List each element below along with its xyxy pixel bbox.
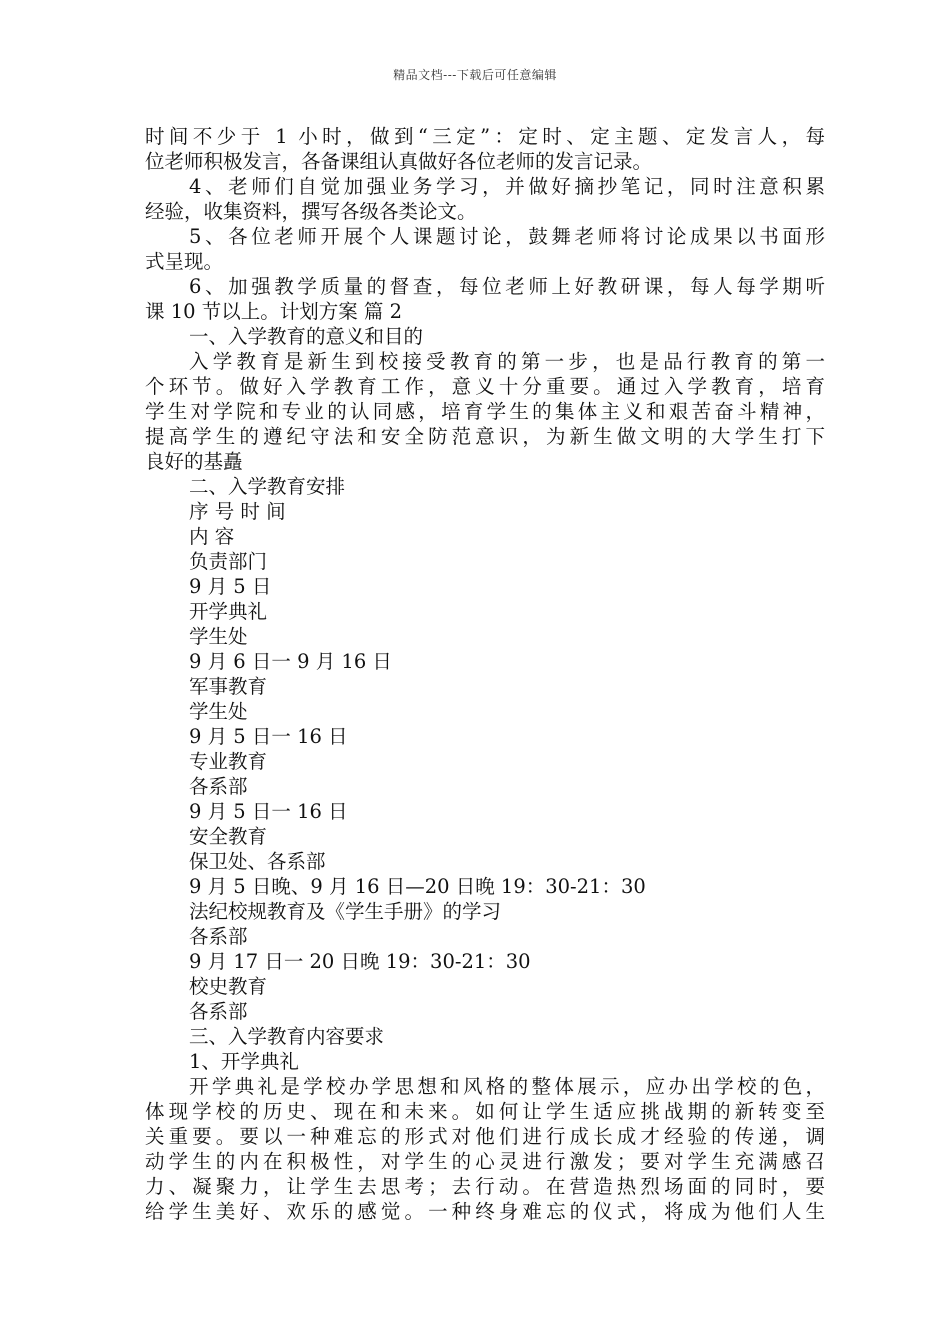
- text-line: 各系部: [189, 1000, 248, 1023]
- text-line: 内 容: [189, 525, 235, 548]
- text-line: 4、老师们自觉加强业务学习，并做好摘抄笔记，同时注意积累: [189, 175, 825, 198]
- text-line: 9 月 5 日晚、9 月 16 日—20 日晚 19：30-21：30: [189, 875, 646, 898]
- text-line: 关重要。要以一种难忘的形式对他们进行成长成才经验的传递，调: [145, 1125, 825, 1148]
- text-line: 课 10 节以上。计划方案 篇 2: [145, 300, 403, 323]
- text-line: 9 月 5 日一 16 日: [189, 800, 348, 823]
- text-line: 序 号 时 间: [189, 500, 286, 523]
- text-line: 1、开学典礼: [189, 1050, 299, 1073]
- text-line: 法纪校规教育及《学生手册》的学习: [189, 900, 502, 923]
- text-line: 5、各位老师开展个人课题讨论，鼓舞老师将讨论成果以书面形: [189, 225, 825, 248]
- text-line: 提高学生的遵纪守法和安全防范意识，为新生做文明的大学生打下: [145, 425, 825, 448]
- text-line: 各系部: [189, 925, 248, 948]
- text-line: 入学教育是新生到校接受教育的第一步，也是品行教育的第一: [189, 350, 825, 373]
- text-line: 开学典礼: [189, 600, 268, 623]
- text-line: 保卫处、各系部: [189, 850, 326, 873]
- text-line: 个环节。做好入学教育工作，意义十分重要。通过入学教育，培育: [145, 375, 825, 398]
- text-line: 二、入学教育安排: [189, 475, 346, 498]
- text-line: 良好的基矗: [145, 450, 243, 473]
- text-line: 9 月 5 日一 16 日: [189, 725, 348, 748]
- text-line: 军事教育: [189, 675, 268, 698]
- text-line: 学生处: [189, 700, 248, 723]
- text-line: 一、入学教育的意义和目的: [189, 325, 424, 348]
- text-line: 安全教育: [189, 825, 268, 848]
- text-line: 开学典礼是学校办学思想和风格的整体展示，应办出学校的色，: [189, 1075, 825, 1098]
- text-line: 6、加强教学质量的督查，每位老师上好教研课，每人每学期听: [189, 275, 825, 298]
- text-line: 动学生的内在积极性，对学生的心灵进行激发；要对学生充满感召: [145, 1150, 825, 1173]
- text-line: 式呈现。: [145, 250, 224, 273]
- text-line: 体现学校的历史、现在和未来。如何让学生适应挑战期的新转变至: [145, 1100, 825, 1123]
- text-line: 学生处: [189, 625, 248, 648]
- text-line: 专业教育: [189, 750, 268, 773]
- text-line: 经验，收集资料，撰写各级各类论文。: [145, 200, 477, 223]
- page-header: 精品文档---下载后可任意编辑: [393, 68, 557, 82]
- text-line: 给学生美好、欢乐的感觉。一种终身难忘的仪式，将成为他们人生: [145, 1200, 825, 1223]
- text-line: 9 月 17 日一 20 日晚 19：30-21：30: [189, 950, 531, 973]
- text-line: 三、入学教育内容要求: [189, 1025, 385, 1048]
- text-line: 力、凝聚力，让学生去思考；去行动。在营造热烈场面的同时，要: [145, 1175, 825, 1198]
- text-line: 时间不少于 1 小时，做到“三定”：定时、定主题、定发言人，每: [145, 125, 825, 148]
- text-line: 位老师积极发言，各备课组认真做好各位老师的发言记录。: [145, 150, 653, 173]
- text-line: 9 月 5 日: [189, 575, 272, 598]
- text-line: 各系部: [189, 775, 248, 798]
- text-line: 校史教育: [189, 975, 268, 998]
- text-line: 9 月 6 日一 9 月 16 日: [189, 650, 392, 673]
- text-line: 负责部门: [189, 550, 268, 573]
- document-body: [145, 124, 825, 1224]
- text-line: 学生对学院和专业的认同感，培育学生的集体主义和艰苦奋斗精神，: [145, 400, 825, 423]
